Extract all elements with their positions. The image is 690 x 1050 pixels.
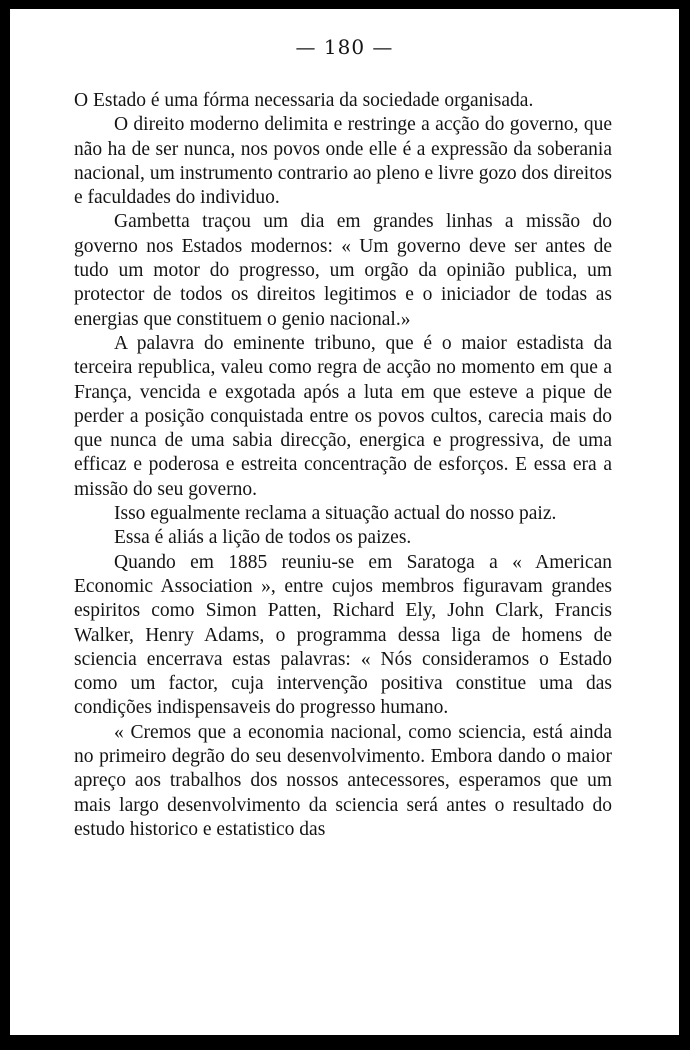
body-text [74, 89, 612, 842]
paragraph: Quando em 1885 reuniu-se em Saratoga a « American Economic Association », entre cujos membros figuravam grandes espiritos como Simon Patten, Richard Ely, John Clark, Francis Walker, Henry Adams, o programma dessa liga de homens de sciencia encerrava estas palavras: « Nós consideramos o Estado como um factor, cuja intervenção positiva constitue uma das condições indispensaveis do progresso humano. [74, 551, 612, 719]
page-number: — 180 — [295, 35, 394, 59]
paragraph: O direito moderno delimita e restringe a acção do governo, que não ha de ser nunca, nos povos onde elle é a expressão da soberania nacional, um instrumento contrario ao pleno e livre gozo dos direitos e faculdades do individuo. [74, 114, 612, 209]
paragraph: A palavra do eminente tribuno, que é o maior estadista da terceira republica, valeu como regra de acção no momento em que a França, vencida e exgotada após a luta em que esteve a pique de perder a posição conquistada entre os povos cultos, carecia mais do que nunca de uma sabia direcção, energica e progressiva, de uma efficaz e poderosa e estreita concentração de esforços. E essa era a missão do seu governo. [74, 332, 612, 500]
paragraph: O Estado é uma fórma necessaria da sociedade organisada. [74, 90, 534, 111]
paragraph: Isso egualmente reclama a situação actual do nosso paiz. [114, 503, 557, 525]
paragraph: Gambetta traçou um dia em grandes linhas a missão do governo nos Estados modernos: « Um governo deve ser antes de tudo um motor do progresso, um orgão da opinião publica, um protector de todos os direitos legitimos e o iniciador de todas as energias que constituem o genio nacional.» [74, 211, 612, 330]
book-page [10, 9, 679, 1035]
paragraph: Essa é aliás a lição de todos os paizes. [114, 527, 412, 549]
paragraph: « Cremos que a economia nacional, como sciencia, está ainda no primeiro degrão do seu desenvolvimento. Embora dando o maior apreço aos trabalhos dos nossos antecessores, esperamos que um mais largo desenvolvimento da sciencia será antes o resultado do estudo historico e estatistico das [74, 721, 612, 840]
